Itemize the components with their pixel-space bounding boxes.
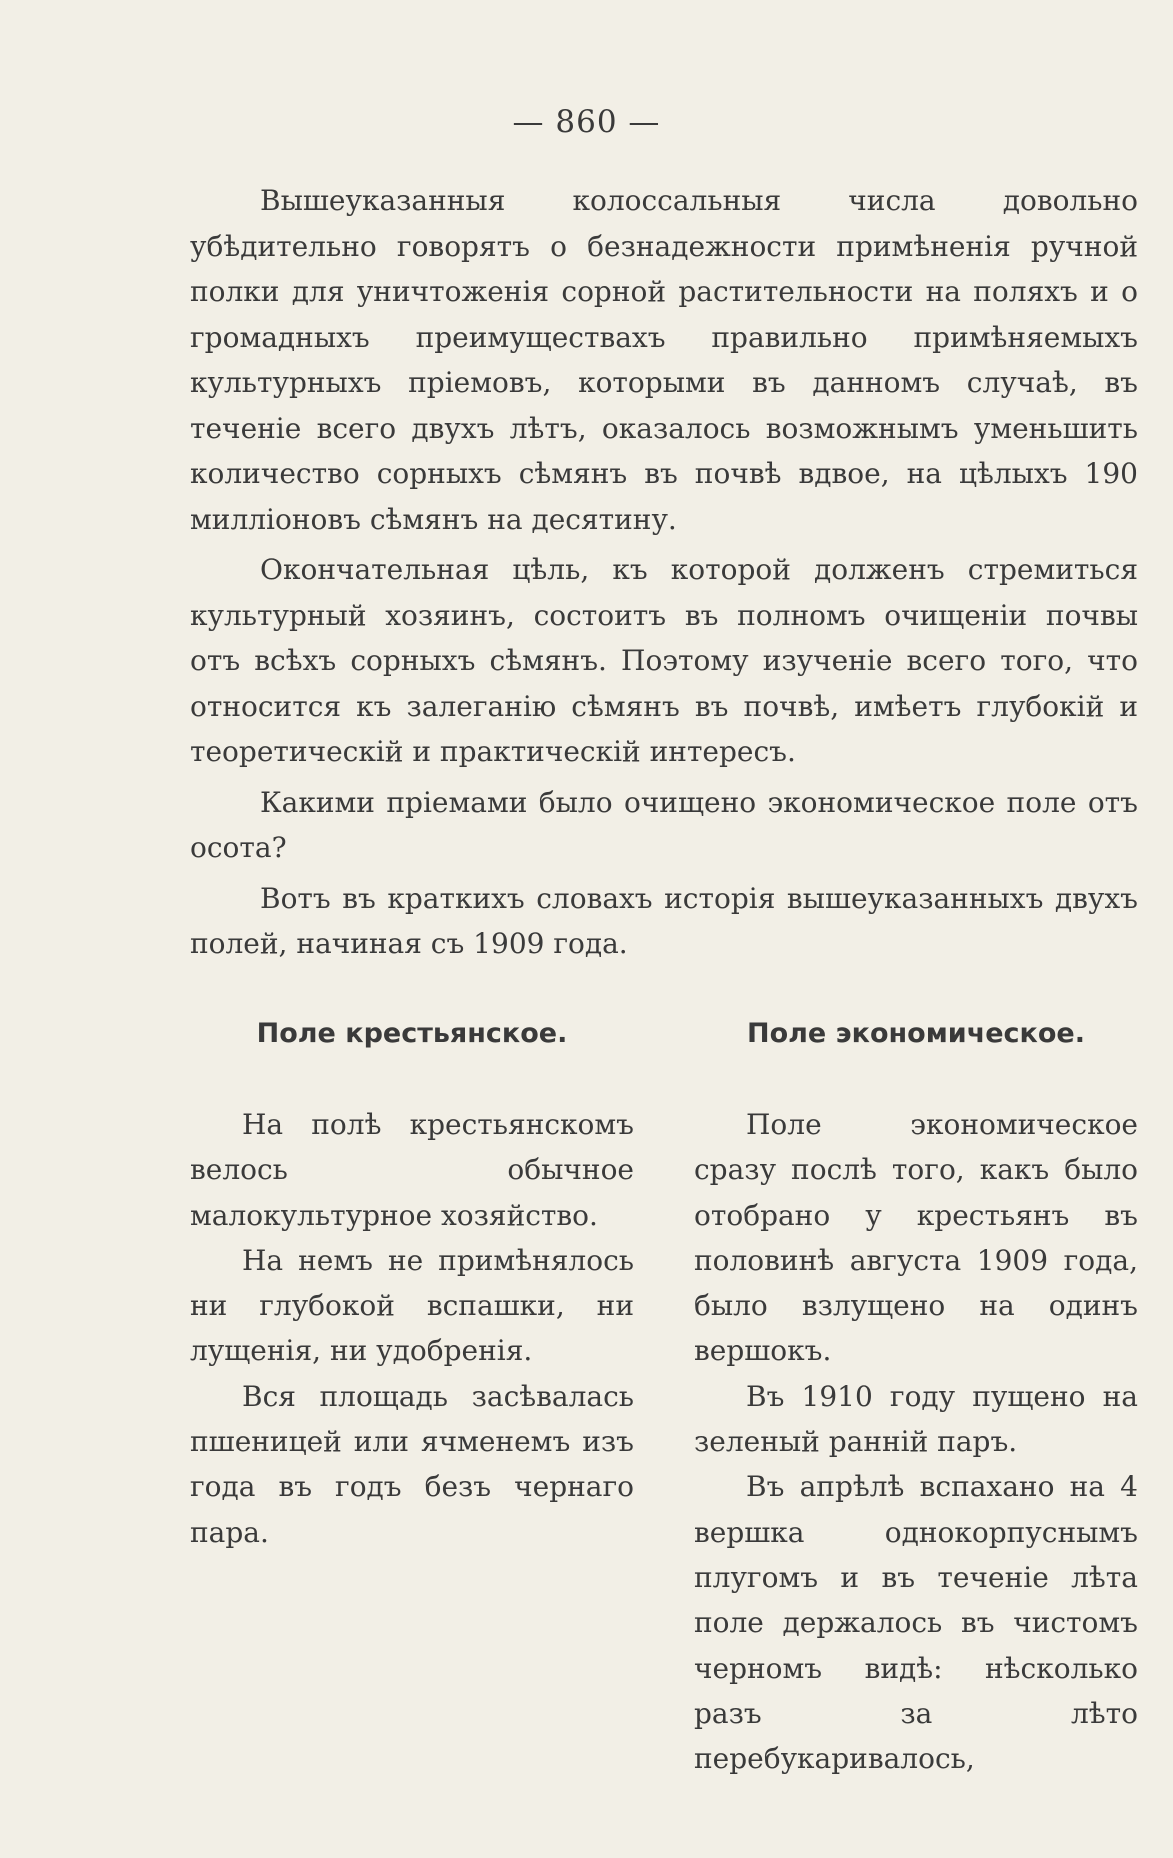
right-column-heading: Поле экономическое.: [746, 1018, 1085, 1049]
left-column: [190, 1010, 634, 1781]
right-paragraph-2: Въ 1910 году пущено на зеленый ранній паръ.: [694, 1379, 1138, 1459]
left-paragraph-3: Вся площадь засѣвалась пшеницей или ячменемъ изъ года въ годъ безъ чернаго пара.: [190, 1379, 634, 1549]
right-paragraph-3: Въ апрѣлѣ вспахано на 4 вершка однокорпуснымъ плугомъ и въ теченіе лѣта поле держалось въ чистомъ черномъ видѣ: нѣсколько разъ за лѣто перебукаривалось,: [694, 1470, 1138, 1776]
paragraph-3: Какими пріемами было очищено экономическое поле отъ осота?: [190, 785, 1138, 864]
paragraph-4: Вотъ въ краткихъ словахъ исторія вышеуказанныхъ двухъ полей, начиная съ 1909 года.: [190, 881, 1138, 960]
left-column-heading: Поле крестьянское.: [256, 1018, 568, 1049]
main-text: [190, 178, 1138, 972]
left-paragraph-1: На полѣ крестьянскомъ велось обычное малокультурное хозяйство.: [190, 1108, 634, 1232]
right-column: [694, 1010, 1138, 1781]
right-paragraph-1: Поле экономическое сразу послѣ того, какъ было отобрано у крестьянъ въ половинѣ августа 1909 года, было взлущено на одинъ вершокъ.: [694, 1108, 1138, 1368]
page-number: — 860 —: [512, 104, 661, 140]
left-paragraph-2: На немъ не примѣнялось ни глубокой вспашки, ни лущенія, ни удобренія.: [190, 1243, 634, 1368]
paragraph-2: Окончательная цѣль, къ которой долженъ стремиться культурный хозяинъ, состоитъ въ полномъ очищеніи почвы отъ всѣхъ сорныхъ сѣмянъ. Поэтому изученіе всего того, что относится къ залеганію сѣмянъ въ почвѣ, имѣетъ глубокій и теоретическій и практическій интересъ.: [190, 553, 1138, 768]
two-column-section: [190, 1010, 1138, 1781]
paragraph-1: Вышеуказанныя колоссальныя числа довольно убѣдительно говорятъ о безнадежности примѣненія ручной полки для уничтоженія сорной растительности на поляхъ и о громадныхъ преимуществахъ правильно примѣняемыхъ культурныхъ пріемовъ, которыми въ данномъ случаѣ, въ теченіе всего двухъ лѣтъ, оказалось возможнымъ уменьшить количество сорныхъ сѣмянъ въ почвѣ вдвое, на цѣлыхъ 190 милліоновъ сѣмянъ на десятину.: [190, 184, 1138, 536]
